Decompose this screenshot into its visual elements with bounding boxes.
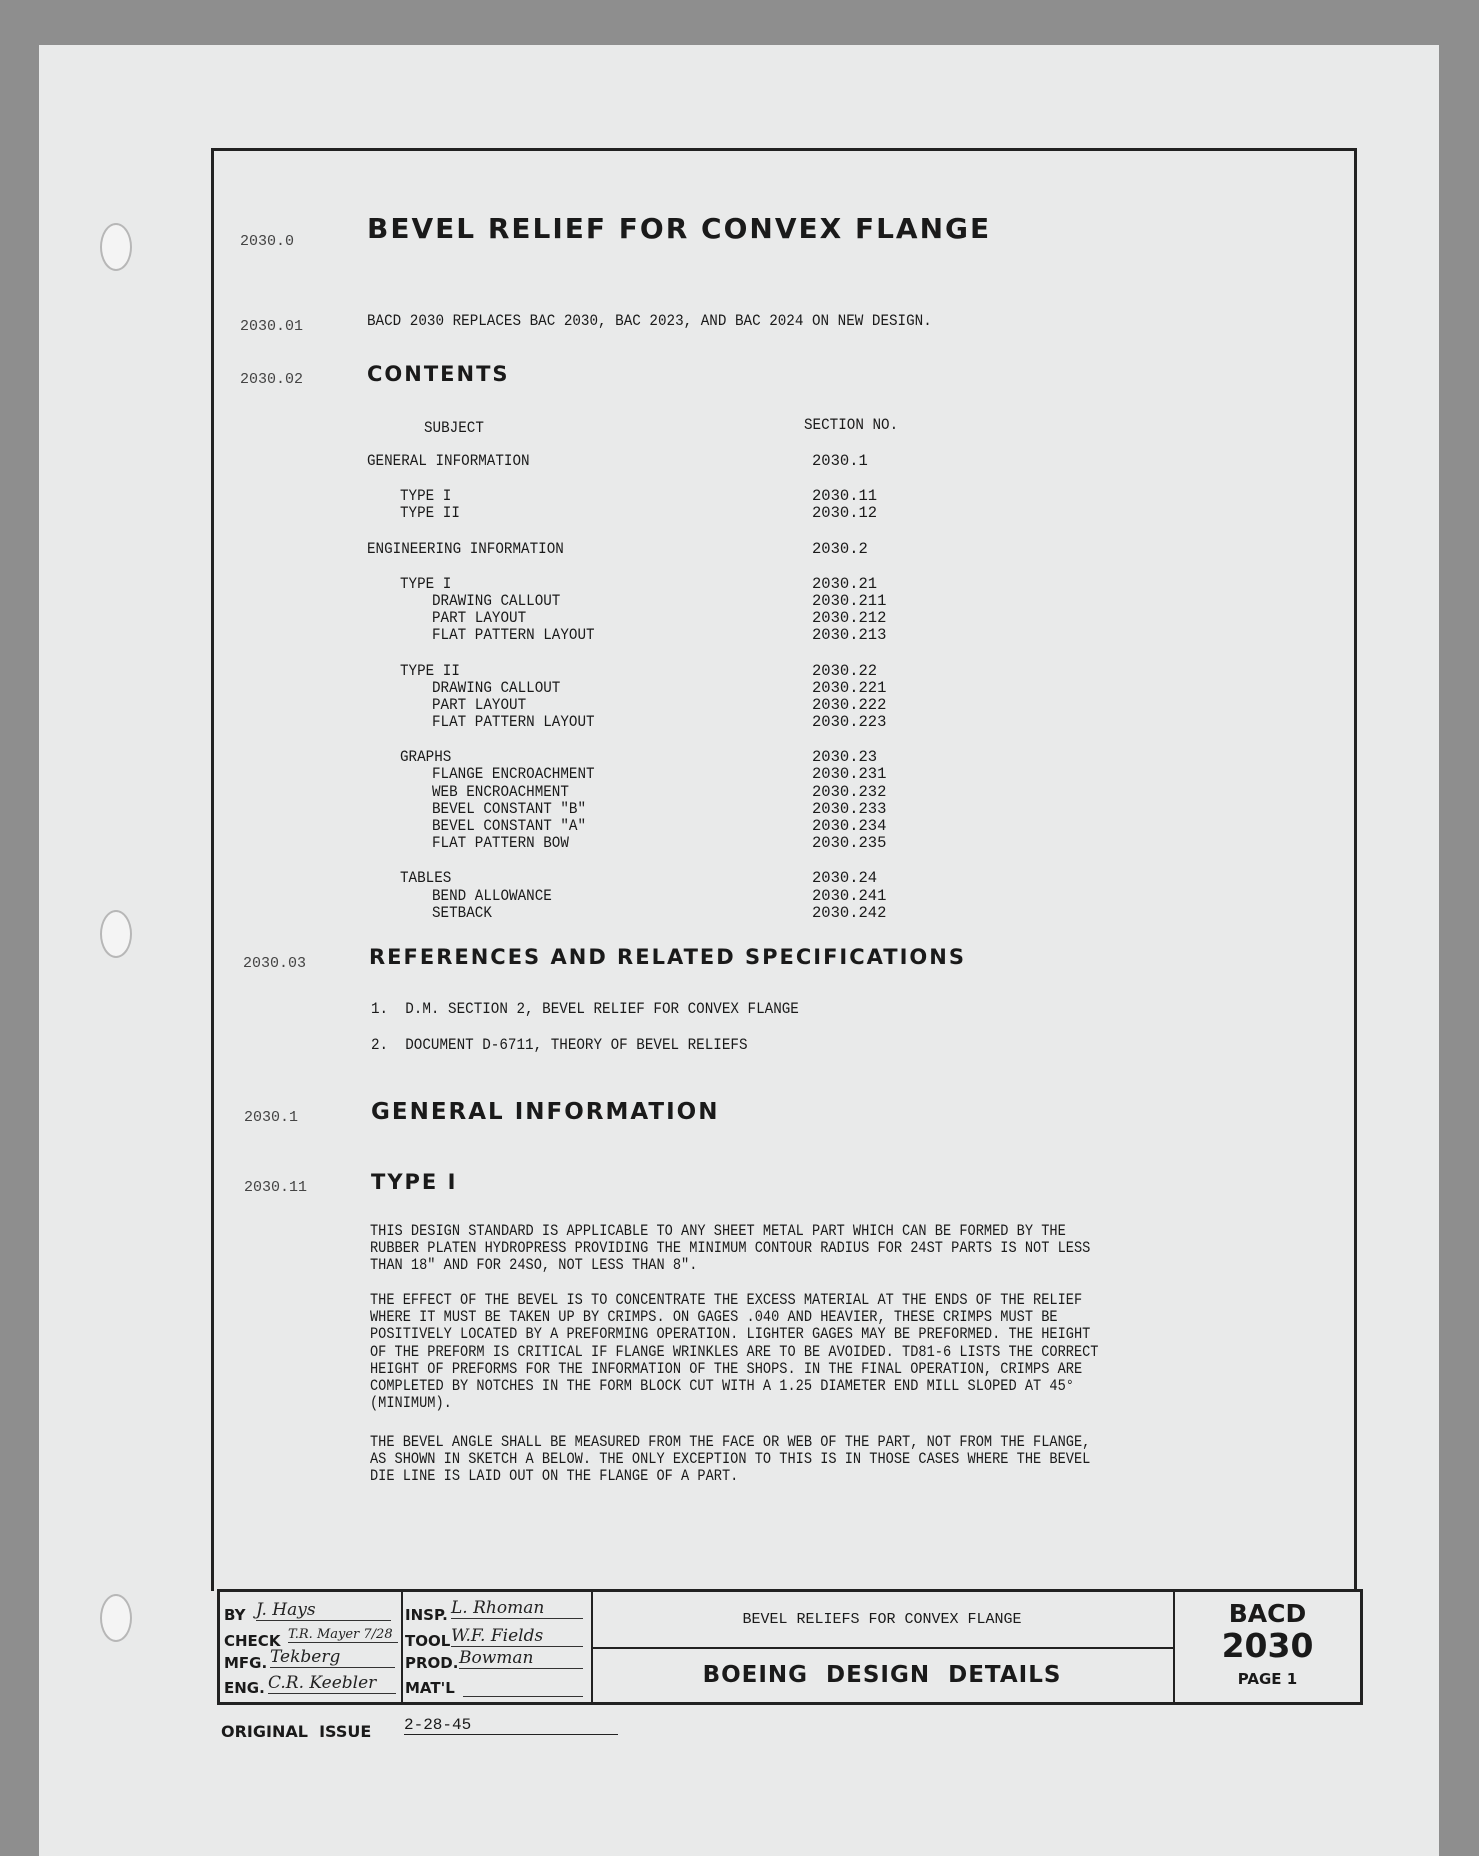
- contents-group: [367, 749, 1067, 852]
- contents-row: [367, 627, 1067, 644]
- contents-section-number: 2030.212: [812, 609, 887, 628]
- contents-row: [367, 593, 1067, 610]
- contents-row: [367, 801, 1067, 818]
- contents-subject: BEND ALLOWANCE: [432, 886, 552, 905]
- contents-row: [367, 905, 1067, 922]
- tool-signature: W.F. Fields: [451, 1626, 583, 1647]
- by-label: BY: [224, 1606, 246, 1624]
- contents-row: [367, 784, 1067, 801]
- contents-subject: PART LAYOUT: [432, 609, 527, 628]
- contents-group: [367, 663, 1067, 732]
- contents-section-number: 2030.241: [812, 886, 887, 905]
- contents-row: [367, 818, 1067, 835]
- reference-item: 2. DOCUMENT D-6711, THEORY OF BEVEL RELIEFS: [371, 1036, 748, 1054]
- binder-hole: [100, 1594, 132, 1642]
- references-heading: REFERENCES AND RELATED SPECIFICATIONS: [369, 945, 966, 969]
- contents-subject: DRAWING CALLOUT: [432, 678, 561, 697]
- contents-subject: PART LAYOUT: [432, 695, 527, 714]
- company-name: BOEING DESIGN DETAILS: [702, 1661, 1062, 1688]
- title-block: [217, 1589, 1363, 1705]
- prod-label: PROD.: [405, 1654, 459, 1672]
- contents-row: [367, 576, 1067, 593]
- by-signature: J. Hays: [256, 1600, 391, 1621]
- section-number: 2030.01: [240, 318, 304, 335]
- matl-label: MAT'L: [405, 1679, 455, 1697]
- contents-row: [367, 766, 1067, 783]
- contents-row: [367, 749, 1067, 766]
- contents-subject: SETBACK: [432, 903, 492, 922]
- contents-row: [367, 541, 1067, 558]
- general-information-heading: GENERAL INFORMATION: [371, 1099, 720, 1125]
- document-number-cell: [1175, 1592, 1360, 1702]
- contents-section-number: 2030.12: [812, 504, 878, 523]
- contents-subject: WEB ENCROACHMENT: [432, 782, 569, 801]
- contents-section-number: 2030.233: [812, 799, 887, 818]
- paragraph: THE EFFECT OF THE BEVEL IS TO CONCENTRATE THE EXCESS MATERIAL AT THE ENDS OF THE RELIEF WHERE IT MUST BE TAKEN UP BY CRIMPS. ON GAGES .040 AND HEAVIER, THESE CRIMPS MUST BE POSITIVELY LOCATED BY A PREFORMING OPERATION. LIGHTER GAGES MAY BE PREFORMED. THE HEIGHT OF THE PREFORM IS CRITICAL IF FLANGE WRINKLES ARE TO BE AVOIDED. TD81-6 LISTS THE CORRECT HEIGHT OF PREFORMS FOR THE INFORMATION OF THE SHOPS. IN THE FINAL OPERATION, CRIMPS ARE COMPLETED BY NOTCHES IN THE FORM BLOCK CUT WITH A 1.25 DIAMETER END MILL SLOPED AT 45° (MINIMUM).: [370, 1291, 1099, 1413]
- check-label: CHECK: [224, 1632, 281, 1650]
- section-no-header: SECTION NO.: [804, 416, 899, 434]
- matl-blank: [463, 1678, 583, 1697]
- contents-subject: DRAWING CALLOUT: [432, 591, 561, 610]
- document-title: BEVEL RELIEFS FOR CONVEX FLANGE: [742, 1611, 1022, 1628]
- contents-row: [367, 835, 1067, 852]
- contents-section-number: 2030.2: [812, 539, 868, 558]
- contents-section-number: 2030.211: [812, 591, 887, 610]
- contents-subject: TYPE I: [400, 487, 452, 506]
- section-number: 2030.02: [240, 371, 304, 388]
- page-number: PAGE 1: [1237, 1670, 1298, 1688]
- contents-subject: TYPE II: [400, 661, 460, 680]
- contents-heading: CONTENTS: [367, 362, 510, 386]
- section-number: 2030.1: [244, 1109, 299, 1126]
- contents-subject: FLAT PATTERN BOW: [432, 834, 569, 853]
- check-signature: T.R. Mayer 7/28: [288, 1627, 398, 1643]
- contents-row: [367, 888, 1067, 905]
- contents-subject: FLAT PATTERN LAYOUT: [432, 626, 595, 645]
- contents-group: [367, 576, 1067, 645]
- insp-signature: L. Rhoman: [451, 1598, 583, 1619]
- contents-section-number: 2030.223: [812, 713, 887, 732]
- type-i-heading: TYPE I: [371, 1170, 458, 1194]
- contents-section-number: 2030.221: [812, 678, 887, 697]
- contents-subject: TYPE II: [400, 504, 460, 523]
- standard-prefix: BACD: [1228, 1599, 1307, 1628]
- section-number: 2030.03: [243, 955, 307, 972]
- contents-subject: GENERAL INFORMATION: [367, 452, 530, 470]
- contents-group: [367, 453, 1067, 470]
- contents-subject: FLANGE ENCROACHMENT: [432, 765, 595, 784]
- contents-section-number: 2030.242: [812, 903, 887, 922]
- document-number: 2030: [1221, 1626, 1314, 1665]
- contents-section-number: 2030.232: [812, 782, 887, 801]
- original-issue-label: ORIGINAL ISSUE: [221, 1722, 372, 1741]
- contents-section-number: 2030.213: [812, 626, 887, 645]
- document-title-cell: [591, 1592, 1175, 1649]
- tool-label: TOOL: [405, 1632, 451, 1650]
- signature-column-2: [401, 1592, 593, 1702]
- contents-subject: ENGINEERING INFORMATION: [367, 539, 564, 558]
- original-issue-date: 2-28-45: [404, 1716, 618, 1735]
- contents-row: [367, 505, 1067, 522]
- binder-hole: [100, 910, 132, 958]
- contents-row: [367, 714, 1067, 731]
- insp-label: INSP.: [405, 1606, 448, 1624]
- mfg-label: MFG.: [224, 1654, 268, 1672]
- contents-section-number: 2030.21: [812, 574, 878, 593]
- signature-column-1: [220, 1592, 403, 1702]
- page-title: BEVEL RELIEF FOR CONVEX FLANGE: [367, 212, 992, 245]
- contents-group: [367, 488, 1067, 522]
- contents-row: [367, 610, 1067, 627]
- paragraph: THIS DESIGN STANDARD IS APPLICABLE TO ANY SHEET METAL PART WHICH CAN BE FORMED BY THE RUBBER PLATEN HYDROPRESS PROVIDING THE MINIMUM CONTOUR RADIUS FOR 24ST PARTS IS NOT LESS THAN 18" AND FOR 24SO, NOT LESS THAN 8".: [370, 1222, 1091, 1275]
- contents-group: [367, 870, 1067, 922]
- mfg-signature: Tekberg: [270, 1647, 395, 1668]
- contents-row: [367, 680, 1067, 697]
- contents-group: [367, 541, 1067, 558]
- contents-section-number: 2030.11: [812, 487, 878, 506]
- contents-row: [367, 488, 1067, 505]
- section-number: 2030.11: [244, 1179, 308, 1196]
- contents-section-number: 2030.231: [812, 765, 887, 784]
- contents-section-number: 2030.22: [812, 661, 878, 680]
- eng-signature: C.R. Keebler: [268, 1673, 396, 1694]
- contents-section-number: 2030.24: [812, 869, 878, 888]
- contents-row: [367, 453, 1067, 470]
- contents-row: [367, 870, 1067, 887]
- contents-subject: TYPE I: [400, 574, 452, 593]
- prod-signature: Bowman: [459, 1648, 583, 1669]
- reference-item: 1. D.M. SECTION 2, BEVEL RELIEF FOR CONVEX FLANGE: [371, 1000, 799, 1018]
- contents-table: [367, 453, 1067, 940]
- contents-subject: BEVEL CONSTANT "A": [432, 817, 587, 835]
- section-number: 2030.0: [240, 233, 295, 250]
- contents-subject: TABLES: [400, 869, 452, 888]
- contents-subject: FLAT PATTERN LAYOUT: [432, 713, 595, 732]
- contents-section-number: 2030.235: [812, 834, 887, 853]
- contents-section-number: 2030.1: [812, 452, 868, 470]
- contents-subject: GRAPHS: [400, 748, 452, 767]
- eng-label: ENG.: [224, 1679, 265, 1697]
- contents-row: [367, 697, 1067, 714]
- contents-section-number: 2030.23: [812, 748, 878, 767]
- contents-row: [367, 663, 1067, 680]
- paragraph: THE BEVEL ANGLE SHALL BE MEASURED FROM THE FACE OR WEB OF THE PART, NOT FROM THE FLANGE, AS SHOWN IN SKETCH A BELOW. THE ONLY EXCEPTION TO THIS IS IN THOSE CASES WHERE THE BEVEL DIE LINE IS LAID OUT ON THE FLANGE OF A PART.: [370, 1433, 1091, 1486]
- contents-section-number: 2030.234: [812, 817, 887, 835]
- replacement-note: BACD 2030 REPLACES BAC 2030, BAC 2023, AND BAC 2024 ON NEW DESIGN.: [367, 312, 932, 330]
- company-cell: [591, 1647, 1175, 1702]
- subject-header: SUBJECT: [424, 419, 484, 437]
- contents-section-number: 2030.222: [812, 695, 887, 714]
- contents-subject: BEVEL CONSTANT "B": [432, 799, 587, 818]
- binder-hole: [100, 223, 132, 271]
